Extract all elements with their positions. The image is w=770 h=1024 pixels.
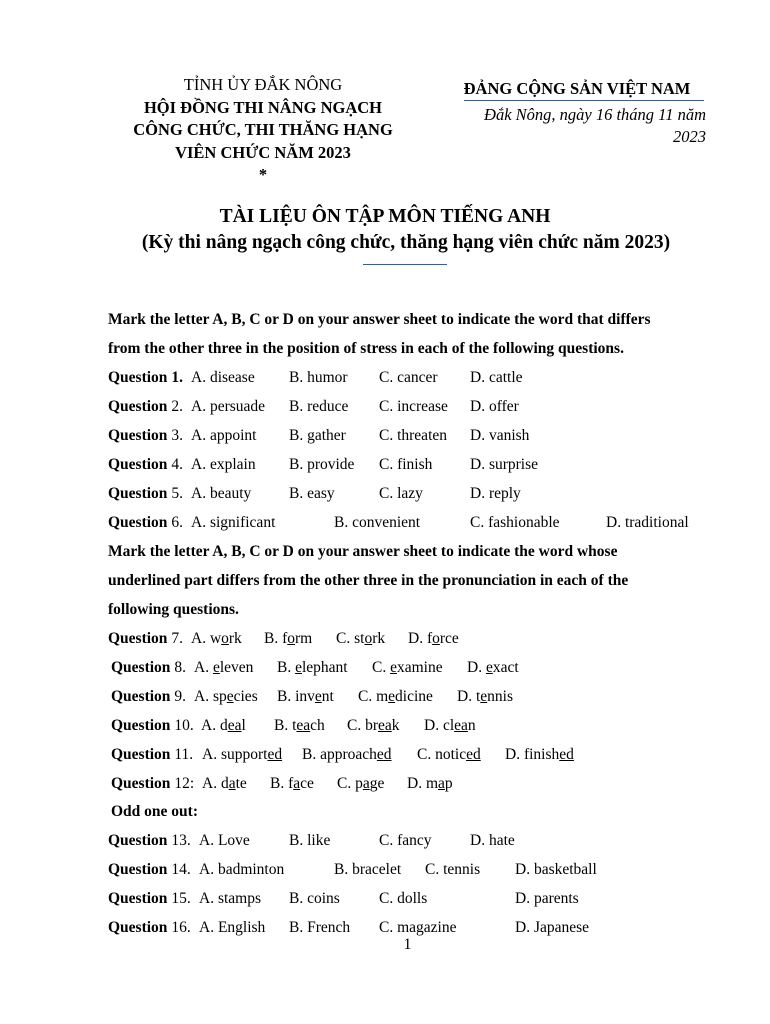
answer-option-b	[289, 450, 354, 479]
answer-option-c	[425, 855, 480, 884]
party-underline	[464, 100, 704, 101]
option-text: D. finish	[505, 746, 560, 763]
option-text-rest: rce	[439, 630, 459, 647]
answer-option-a	[202, 740, 282, 769]
underlined-sound: ea	[296, 717, 311, 734]
title-divider	[363, 264, 447, 265]
underlined-sound: ea	[454, 717, 468, 734]
underlined-sound: e	[212, 659, 220, 676]
underlined-sound: e	[485, 659, 493, 676]
option-text: A. d	[198, 717, 228, 734]
question-number: 5.	[167, 485, 187, 502]
option-text: D. cattle	[470, 369, 523, 386]
party-block	[448, 78, 706, 148]
option-text: B. like	[289, 832, 331, 849]
party-name: ĐẢNG CỘNG SẢN VIỆT NAM	[463, 79, 691, 98]
answer-option-d	[470, 363, 523, 392]
option-text: C. threaten	[379, 427, 448, 444]
option-text: B. t	[274, 717, 297, 734]
answer-option-b	[289, 421, 346, 450]
answer-option-b	[289, 884, 340, 913]
question-number: 9.	[170, 688, 190, 705]
question-number: 11.	[170, 746, 197, 763]
page-number: 1	[403, 936, 412, 953]
option-text-rest: te	[235, 775, 247, 792]
answer-option-c	[379, 479, 423, 508]
question-label: Question	[108, 398, 168, 415]
question-label: Question	[108, 514, 168, 531]
issuer-asterisk: *	[258, 165, 268, 184]
option-text-rest: nnis	[487, 688, 513, 705]
question-number: 10.	[170, 717, 198, 734]
option-text: D. surprise	[470, 456, 539, 473]
option-text: A.	[194, 659, 213, 676]
option-text: C. p	[337, 775, 363, 792]
question-number: 14.	[167, 861, 195, 878]
option-text-rest: cies	[233, 688, 258, 705]
option-text: A. Love	[199, 832, 250, 849]
issuer-council-line3: VIÊN CHỨC NĂM 2023	[175, 142, 351, 162]
date-line-2: 2023	[673, 127, 706, 146]
option-text: B. bracelet	[334, 861, 402, 878]
underlined-sound: a	[228, 775, 236, 792]
answer-option-b	[270, 769, 314, 798]
answer-option-c	[379, 363, 438, 392]
answer-option-d	[515, 884, 579, 913]
option-text: A. sp	[194, 688, 227, 705]
question-row	[111, 711, 700, 740]
answer-option-b	[277, 653, 348, 682]
answer-option-a	[199, 855, 284, 884]
question-label: Question	[108, 919, 168, 936]
underlined-sound: ed	[267, 746, 283, 763]
option-text-rest: l	[241, 717, 246, 734]
question-label: Question	[111, 659, 171, 676]
answer-option-d	[408, 624, 459, 653]
answer-option-a	[191, 363, 255, 392]
answer-option-b	[277, 682, 334, 711]
question-row	[108, 884, 700, 913]
answer-option-d	[467, 653, 519, 682]
option-text: D.	[467, 659, 486, 676]
option-text: D. reply	[470, 485, 521, 502]
option-text: D. basketball	[515, 861, 597, 878]
question-label: Question	[111, 688, 171, 705]
option-text: C. finish	[379, 456, 433, 473]
underlined-sound: ea	[378, 717, 392, 734]
answer-option-c	[379, 450, 432, 479]
answer-option-b	[289, 826, 330, 855]
answer-option-d	[515, 855, 597, 884]
option-text: B. f	[264, 630, 288, 647]
question-row	[108, 826, 700, 855]
option-text-rest: ge	[369, 775, 385, 792]
underlined-sound: a	[293, 775, 301, 792]
option-text-rest: xamine	[396, 659, 443, 676]
question-row	[108, 479, 700, 508]
answer-option-c	[358, 682, 433, 711]
option-text: A. explain	[191, 456, 256, 473]
option-text: A. w	[191, 630, 222, 647]
question-label: Question	[111, 746, 171, 763]
answer-option-a	[191, 450, 256, 479]
underlined-sound: e	[390, 659, 397, 676]
option-text: B. easy	[289, 485, 335, 502]
answer-option-b	[274, 711, 325, 740]
option-text-rest: rm	[295, 630, 313, 647]
question-number: 16.	[167, 919, 195, 936]
option-text: C. fancy	[379, 832, 432, 849]
option-text: B. coins	[289, 890, 340, 907]
stress-instruction-line1: Mark the letter A, B, C or D on your answer sheet to indicate the word that differs	[108, 311, 651, 328]
answer-option-a	[198, 711, 246, 740]
option-text: A. English	[199, 919, 266, 936]
underlined-sound: e	[314, 688, 322, 705]
answer-option-b	[264, 624, 312, 653]
question-number: 8.	[170, 659, 190, 676]
answer-option-d	[606, 508, 689, 537]
question-row	[108, 508, 700, 537]
question-label: Question	[108, 369, 168, 386]
option-text-rest: dicine	[395, 688, 433, 705]
option-text-rest: n	[467, 717, 476, 734]
document-title: TÀI LIỆU ÔN TẬP MÔN TIẾNG ANH	[219, 206, 551, 227]
underlined-sound: o	[432, 630, 440, 647]
issuer-block	[100, 74, 426, 187]
underlined-sound: e	[480, 688, 488, 705]
option-text: C. increase	[379, 398, 448, 415]
option-text: D. hate	[470, 832, 515, 849]
question-row	[108, 392, 700, 421]
option-text: D. parents	[515, 890, 579, 907]
option-text: C. cancer	[379, 369, 438, 386]
answer-option-d	[407, 769, 453, 798]
answer-option-c	[379, 884, 427, 913]
question-row	[111, 653, 700, 682]
answer-option-c	[336, 624, 385, 653]
answer-option-d	[457, 682, 513, 711]
option-text: C. magazine	[379, 919, 457, 936]
answer-option-d	[470, 479, 521, 508]
answer-option-a	[199, 884, 261, 913]
answer-option-d	[505, 740, 574, 769]
option-text: A. significant	[191, 514, 276, 531]
option-text: A. stamps	[199, 890, 261, 907]
option-text: A. appoint	[191, 427, 257, 444]
question-number: 13.	[167, 832, 195, 849]
underlined-sound: e	[388, 688, 396, 705]
option-text-rest: rk	[228, 630, 242, 647]
pron-instruction-line1: Mark the letter A, B, C or D on your answer sheet to indicate the word whose	[108, 543, 618, 560]
question-row	[108, 450, 700, 479]
question-label: Question	[108, 427, 168, 444]
option-text-rest: rk	[372, 630, 386, 647]
option-text: A. badminton	[199, 861, 285, 878]
answer-option-c	[372, 653, 443, 682]
answer-option-b	[334, 855, 401, 884]
answer-option-a	[191, 392, 265, 421]
option-text: C. notic	[417, 746, 467, 763]
answer-option-a	[194, 653, 253, 682]
option-text: B. reduce	[289, 398, 349, 415]
question-row	[111, 769, 700, 798]
option-text-rest: nt	[321, 688, 334, 705]
option-text: C. dolls	[379, 890, 428, 907]
answer-option-b	[289, 363, 348, 392]
pron-instruction-line3: following questions.	[108, 601, 239, 618]
option-text: B. approach	[302, 746, 377, 763]
issuer-council-line2: CÔNG CHỨC, THI THĂNG HẠNG	[133, 120, 393, 139]
option-text: C. tennis	[425, 861, 481, 878]
answer-option-c	[347, 711, 400, 740]
document-subtitle: (Kỳ thi nâng ngạch công chức, thăng hạng viên chức năm 2023)	[141, 232, 671, 253]
question-label: Question	[111, 717, 171, 734]
option-text: D. traditional	[606, 514, 689, 531]
answer-option-b	[289, 479, 335, 508]
answer-option-c	[417, 740, 481, 769]
option-text: D. offer	[470, 398, 519, 415]
underlined-sound: ea	[227, 717, 242, 734]
question-label: Question	[108, 456, 168, 473]
question-number: 2.	[167, 398, 187, 415]
answer-option-d	[470, 826, 515, 855]
option-text: B. convenient	[334, 514, 421, 531]
stress-instruction-line2: from the other three in the position of stress in each of the following questions.	[108, 340, 624, 357]
underlined-sound: ed	[466, 746, 481, 763]
underlined-sound: a	[362, 775, 370, 792]
answer-option-a	[202, 769, 247, 798]
option-text: D. t	[457, 688, 481, 705]
answer-option-c	[337, 769, 384, 798]
option-text: B. inv	[277, 688, 315, 705]
option-text: C.	[372, 659, 391, 676]
answer-option-b	[334, 508, 420, 537]
option-text: A. support	[202, 746, 268, 763]
question-label: Question	[111, 775, 171, 792]
issuer-council-line1: HỘI ĐỒNG THI NÂNG NGẠCH	[143, 97, 383, 117]
option-text-rest: ch	[310, 717, 325, 734]
option-text: B. provide	[289, 456, 355, 473]
underlined-sound: e	[295, 659, 302, 676]
answer-option-c	[470, 508, 560, 537]
underlined-sound: o	[364, 630, 373, 647]
question-row	[111, 740, 700, 769]
answer-option-c	[379, 392, 448, 421]
option-text: C. lazy	[379, 485, 423, 502]
question-label: Question	[108, 630, 168, 647]
option-text-rest: xact	[492, 659, 519, 676]
pron-instruction-line2: underlined part differs from the other three in the pronunciation in each of the	[108, 572, 629, 589]
option-text: C. st	[336, 630, 365, 647]
date-line-1: Đắk Nông, ngày 16 tháng 11 năm	[484, 105, 706, 124]
option-text-rest: k	[391, 717, 400, 734]
question-label: Question	[108, 832, 168, 849]
option-text: C. fashionable	[470, 514, 560, 531]
option-text: D. cl	[424, 717, 455, 734]
answer-option-d	[424, 711, 476, 740]
answer-option-a	[191, 508, 275, 537]
question-number: 4.	[167, 456, 187, 473]
answer-option-a	[199, 826, 250, 855]
option-text: A. d	[202, 775, 229, 792]
underlined-sound: o	[221, 630, 229, 647]
answer-option-d	[470, 392, 519, 421]
answer-option-a	[194, 682, 258, 711]
question-number: 1.	[167, 369, 183, 386]
answer-option-c	[379, 826, 432, 855]
option-text: A. persuade	[191, 398, 266, 415]
option-text: A. disease	[191, 369, 255, 386]
issuer-province: TỈNH ỦY ĐẮK NÔNG	[183, 75, 343, 94]
option-text: C. br	[347, 717, 378, 734]
underlined-sound: ed	[376, 746, 392, 763]
question-row	[108, 624, 700, 653]
question-label: Question	[108, 485, 168, 502]
answer-option-b	[289, 392, 348, 421]
question-number: 6.	[167, 514, 187, 531]
option-text: D. m	[407, 775, 438, 792]
option-text: B. humor	[289, 369, 348, 386]
odd-one-out-title: Odd one out:	[111, 803, 198, 820]
answer-option-a	[191, 479, 251, 508]
option-text: B. French	[289, 919, 351, 936]
underlined-sound: e	[226, 688, 234, 705]
question-row	[108, 855, 700, 884]
option-text-rest: ce	[300, 775, 314, 792]
option-text: C. m	[358, 688, 389, 705]
question-row	[108, 421, 700, 450]
question-number: 7.	[167, 630, 187, 647]
answer-option-d	[470, 450, 538, 479]
option-text: D. vanish	[470, 427, 530, 444]
underlined-sound: a	[438, 775, 445, 792]
answer-option-b	[302, 740, 392, 769]
option-text: D. Japanese	[515, 919, 590, 936]
option-text: D. f	[408, 630, 433, 647]
question-number: 12:	[170, 775, 198, 792]
answer-option-c	[379, 421, 447, 450]
option-text: B. f	[270, 775, 294, 792]
question-number: 15.	[167, 890, 195, 907]
question-label: Question	[108, 861, 168, 878]
option-text: B. gather	[289, 427, 346, 444]
answer-option-a	[191, 624, 242, 653]
underlined-sound: o	[287, 630, 295, 647]
question-row	[111, 682, 700, 711]
underlined-sound: ed	[559, 746, 574, 763]
answer-option-a	[191, 421, 256, 450]
option-text-rest: leven	[219, 659, 254, 676]
option-text: A. beauty	[191, 485, 252, 502]
answer-option-d	[470, 421, 529, 450]
option-text: B.	[277, 659, 296, 676]
option-text-rest: lephant	[301, 659, 348, 676]
option-text-rest: p	[444, 775, 453, 792]
question-row	[108, 363, 700, 392]
question-number: 3.	[167, 427, 187, 444]
question-label: Question	[108, 890, 168, 907]
